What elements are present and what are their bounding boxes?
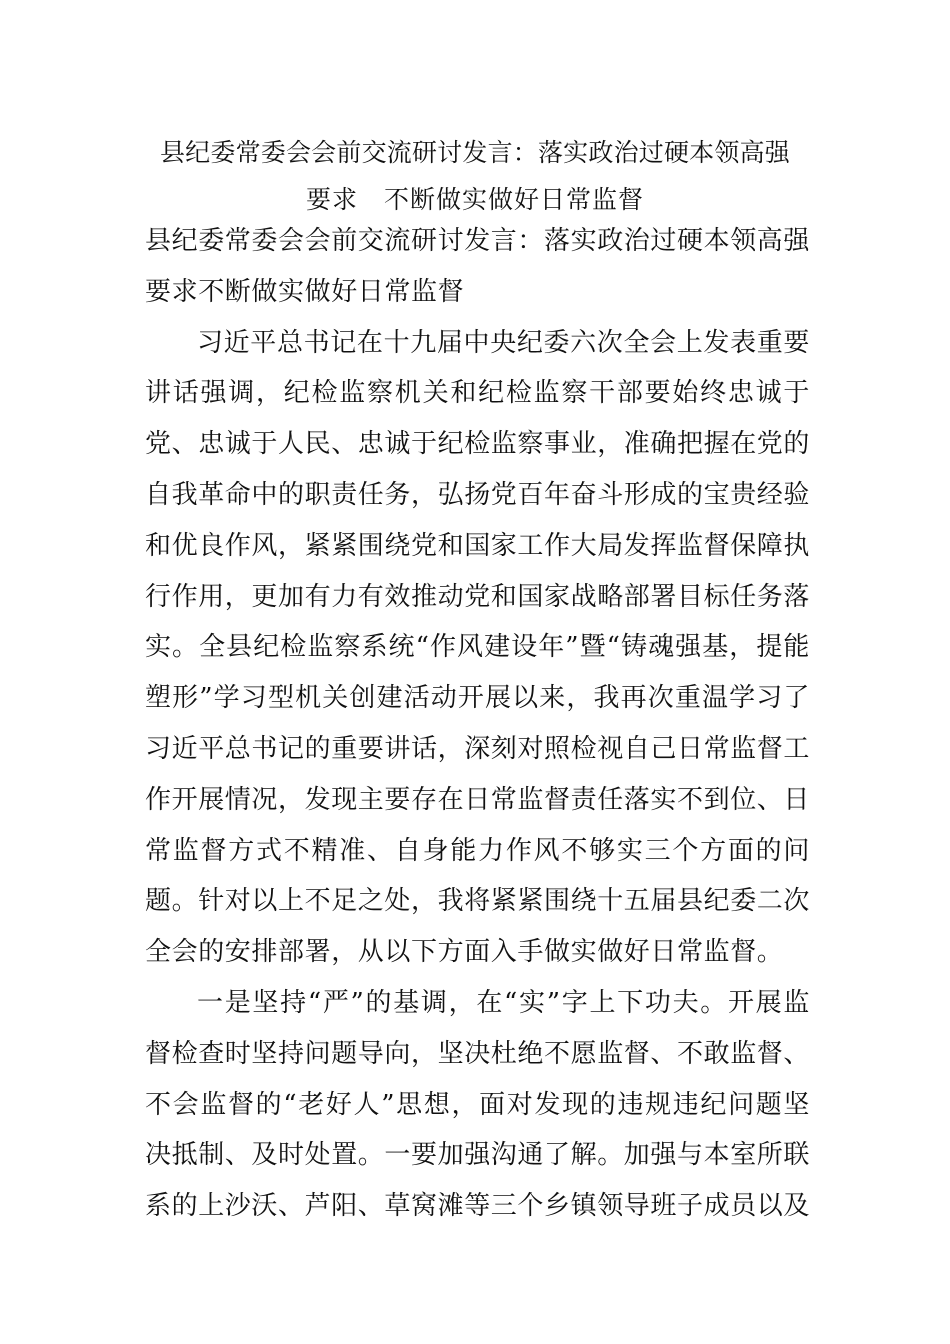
document-body [145, 216, 810, 1232]
document-title-line-1: 县纪委常委会会前交流研讨发言：落实政治过硬本领高强 [159, 138, 790, 167]
body-paragraph-1: 习近平总书记在十九届中央纪委六次全会上发表重要讲话强调，纪检监察机关和纪检监察干部要始终忠诚于党、忠诚于人民、忠诚于纪检监察事业，准确把握在党的自我革命中的职责任务，弘扬党百年奋斗形成的宝贵经验和优良作风，紧紧围绕党和国家工作大局发挥监督保障执行作用，更加有力有效推动党和国家战略部署目标任务落实。全县纪检监察系统“作风建设年”暨“铸魂强基，提能塑形”学习型机关创建活动开展以来，我再次重温学习了习近平总书记的重要讲话，深刻对照检视自己日常监督工作开展情况，发现主要存在日常监督责任落实不到位、日常监督方式不精准、自身能力作风不够实三个方面的问题。针对以上不足之处，我将紧紧围绕十五届县纪委二次全会的安排部署，从以下方面入手做实做好日常监督。 [145, 327, 811, 968]
body-paragraph-2: 一是坚持“严”的基调，在“实”字上下功夫。开展监督检查时坚持问题导向，坚决杜绝不愿监督、不敢监督、不会监督的“老好人”思想，面对发现的违规违纪问题坚决抵制、及时处置。一要加强沟通了解。加强与本室所联系的上沙沃、芦阳、草窝滩等三个乡镇领导班子成员以及 [145, 987, 811, 1222]
document-title-line-2: 要求 不断做实做好日常监督 [305, 185, 644, 214]
repeated-title-paragraph: 县纪委常委会会前交流研讨发言：落实政治过硬本领高强要求不断做实做好日常监督 [145, 226, 811, 307]
